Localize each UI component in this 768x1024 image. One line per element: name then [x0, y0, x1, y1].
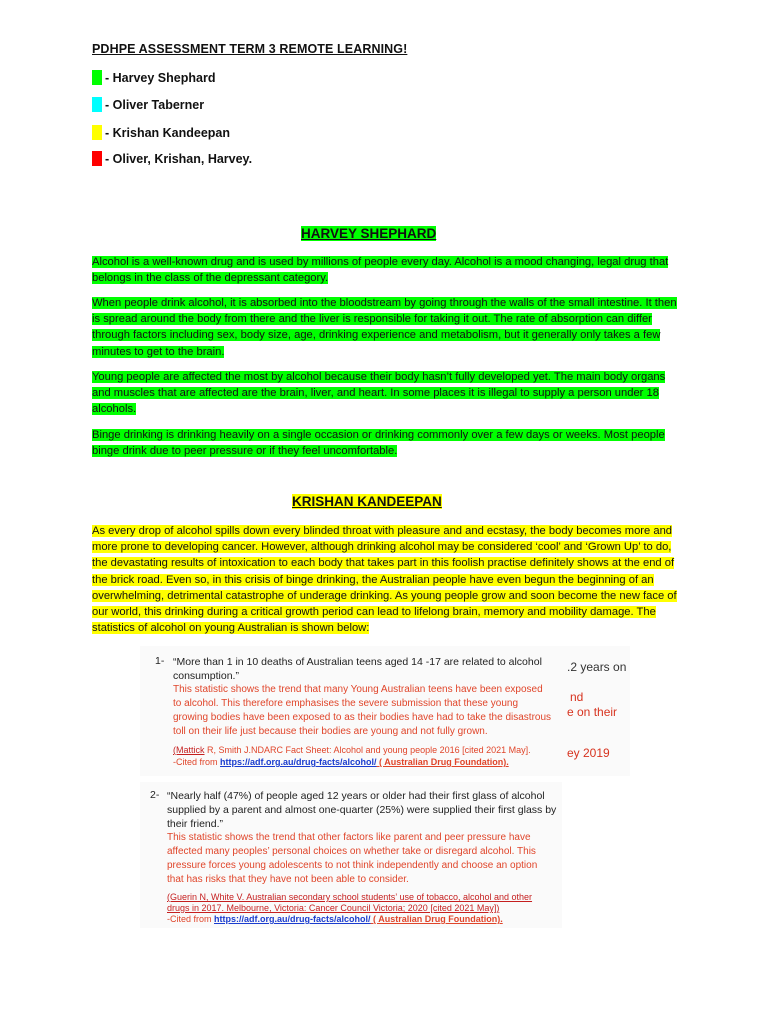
statistic-2-clipping — [140, 782, 562, 928]
statistic-2-number: 2- — [150, 789, 160, 801]
legend-label: - Harvey Shephard — [105, 70, 216, 85]
yellow-swatch — [92, 125, 102, 140]
statistic-1-quote-line-2: consumption.” — [173, 670, 239, 682]
statistic-2-source: -Cited from https://adf.org.au/drug-facts/alcohol/ ( Australian Drug Foundation). — [167, 914, 503, 924]
legend-harvey — [92, 70, 215, 85]
harvey-heading: HARVEY SHEPHARD — [301, 226, 437, 241]
statistic-2-quote-line-3: their friend.” — [167, 818, 224, 830]
green-swatch — [92, 70, 102, 85]
document-title: PDHPE ASSESSMENT TERM 3 REMOTE LEARNING! — [92, 42, 408, 56]
statistic-2-quote-line-1: “Nearly half (47%) of people aged 12 years or older had their first glass of alcohol — [167, 790, 545, 802]
cyan-swatch — [92, 97, 102, 112]
legend-all — [92, 151, 252, 166]
legend-krishan — [92, 125, 230, 140]
clipped-text-fragment: .2 years on — [567, 660, 627, 674]
statistic-2-explanation-line-1: This statistic shows the trend that other factors like parent and peer pressure have — [167, 832, 531, 843]
statistic-1-citation: (Mattick R, Smith J.NDARC Fact Sheet: Alcohol and young people 2016 [cited 2021 May]. — [173, 745, 531, 755]
statistic-1-source: -Cited from https://adf.org.au/drug-facts/alcohol/ ( Australian Drug Foundation). — [173, 757, 509, 767]
statistic-1-explanation-line-1: This statistic shows the trend that many Young Australian teens have been exposed — [173, 684, 543, 695]
krishan-heading: KRISHAN KANDEEPAN — [292, 494, 442, 509]
clipped-text-fragment: e on their — [567, 705, 618, 719]
adf-link[interactable]: https://adf.org.au/drug-facts/alcohol/ — [214, 914, 371, 924]
statistic-1-explanation-line-4: toll on their life just because their bodies are young and not fully grown. — [173, 726, 488, 737]
harvey-paragraph-3: Young people are affected the most by alcohol because their body hasn’t fully developed yet. The main body organs and muscles that are affected are the brain, liver, and heart. In some places it is illegal to supply a person under 18 alcohols. — [92, 371, 666, 416]
legend-label: - Oliver, Krishan, Harvey. — [105, 151, 253, 166]
harvey-paragraph-4: Binge drinking is drinking heavily on a single occasion or drinking commonly over a few days or weeks. Most people binge drink due to peer pressure or if they feel uncomfortable. — [92, 429, 665, 458]
statistic-1-explanation-line-2: to alcohol. This therefore emphasises the severe submission that these young — [173, 698, 519, 709]
legend-oliver — [92, 97, 204, 112]
statistic-2-citation-line-1: (Guerin N, White V. Australian secondary school students’ use of tobacco, alcohol and other — [167, 892, 533, 902]
harvey-paragraph-1: Alcohol is a well-known drug and is used by millions of people every day. Alcohol is a mood changing, legal drug that belongs in the class of the depressant category. — [92, 256, 669, 285]
harvey-paragraph-2: When people drink alcohol, it is absorbed into the bloodstream by going through the walls of the small intestine. It then is spread around the body from there and the liver is responsible for taking it out. The rate of absorption can differ through factors including sex, body size, age, drinking experience and metabolism, but it generally only takes a few minutes to get to the brain. — [92, 297, 677, 358]
statistic-1-clipping — [140, 646, 630, 776]
legend-label: - Oliver Taberner — [105, 97, 205, 112]
krishan-paragraph-1: As every drop of alcohol spills down every blinded throat with pleasure and and ecstasy, the body becomes more and more prone to developing cancer. However, although drinking alcohol may be considered ‘cool’ and ‘Grown Up’ to do, the devastating results of intoxication to each body that takes part in this foolish practise definitely shows at the end of the brick road. Even so, in this crisis of binge drinking, the Australian people have even begun the beginning of an overwhelming, detrimental catastrophe of underage drinking. As young people grow and soon become the new face of our world, this drinking during a critical growth period can lead to lifelong brain, memory and mobility damage. The statistics of alcohol on young Australian is shown below: — [92, 525, 677, 635]
statistic-1-number: 1- — [155, 655, 165, 667]
adf-link[interactable]: https://adf.org.au/drug-facts/alcohol/ — [220, 757, 377, 767]
legend-label: - Krishan Kandeepan — [105, 125, 231, 140]
statistic-2-quote-line-2: supplied by a parent and almost one-quarter (25%) were supplied their first glass by — [167, 804, 557, 816]
statistic-2-explanation-line-4: that has risks that they have not been able to consider. — [167, 874, 409, 885]
statistic-2-citation-line-2: drugs in 2017. Melbourne, Victoria: Cancer Council Victoria; 2020 [cited 2021 May]) — [167, 903, 500, 913]
statistic-2-explanation-line-3: pressure forces young adolescents to not think independently and choose an option — [167, 860, 538, 871]
statistic-2-explanation-line-2: affected many peoples’ personal choices on whether take or disregard alcohol. This — [167, 846, 536, 857]
clipped-text-fragment: nd — [570, 690, 584, 704]
statistic-1-explanation-line-3: growing bodies have been exposed to as their bodies have had to take the disastrous — [173, 712, 552, 723]
clipped-text-fragment: ey 2019 — [567, 746, 610, 760]
red-swatch — [92, 151, 102, 166]
statistic-1-quote-line-1: “More than 1 in 10 deaths of Australian teens aged 14 -17 are related to alcohol — [173, 656, 542, 668]
